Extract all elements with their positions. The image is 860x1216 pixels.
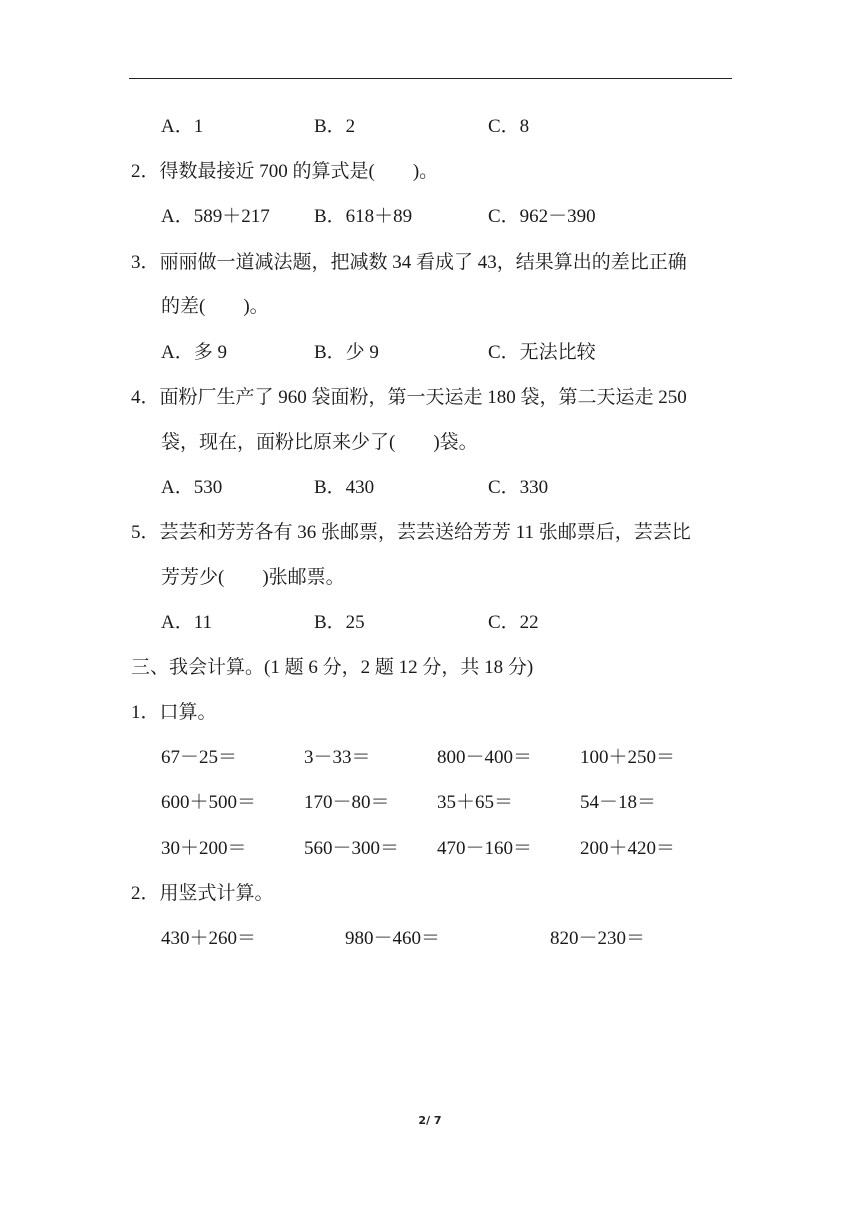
- oral-item: 54－18＝: [580, 792, 657, 813]
- q3-option-a: A．多 9: [161, 342, 227, 363]
- q3-stem-line1: 3．丽丽做一道减法题，把减数 34 看成了 43，结果算出的差比正确: [131, 252, 687, 273]
- q5-stem-line1: 5．芸芸和芳芳各有 36 张邮票，芸芸送给芳芳 11 张邮票后，芸芸比: [131, 522, 691, 543]
- q4-option-a: A．530: [161, 477, 223, 498]
- oral-item: 100＋250＝: [580, 747, 676, 768]
- oral-item: 200＋420＝: [580, 838, 676, 859]
- page-number: 2/ 7: [418, 1114, 442, 1127]
- q2-stem: 2．得数最接近 700 的算式是( )。: [131, 161, 439, 182]
- q5-stem-line2: 芳芳少( )张邮票。: [161, 567, 345, 588]
- q1-option-c: C．8: [488, 116, 530, 137]
- oral-item: 470－160＝: [437, 838, 533, 859]
- q4-stem-line2: 袋，现在，面粉比原来少了( )袋。: [161, 432, 478, 453]
- vertical-item: 430＋260＝: [161, 928, 257, 949]
- header-rule: [129, 78, 732, 79]
- vertical-item: 820－230＝: [550, 928, 646, 949]
- oral-item: 170－80＝: [304, 792, 390, 813]
- oral-item: 67－25＝: [161, 747, 238, 768]
- oral-item: 35＋65＝: [437, 792, 514, 813]
- q5-option-a: A．11: [161, 612, 213, 633]
- oral-item: 800－400＝: [437, 747, 533, 768]
- q5-option-c: C．22: [488, 612, 539, 633]
- oral-item: 560－300＝: [304, 838, 400, 859]
- q2-option-a: A．589＋217: [161, 206, 270, 227]
- oral-item: 30＋200＝: [161, 838, 247, 859]
- q3-option-c: C．无法比较: [488, 342, 596, 363]
- part2-title: 2．用竖式计算。: [131, 883, 274, 904]
- q3-stem-line2: 的差( )。: [161, 296, 269, 317]
- q3-option-b: B．少 9: [314, 342, 379, 363]
- q4-option-b: B．430: [314, 477, 375, 498]
- oral-item: 3－33＝: [304, 747, 371, 768]
- vertical-item: 980－460＝: [345, 928, 441, 949]
- q1-option-b: B．2: [314, 116, 356, 137]
- q2-option-b: B．618＋89: [314, 206, 413, 227]
- part1-title: 1．口算。: [131, 702, 217, 723]
- q5-option-b: B．25: [314, 612, 365, 633]
- q1-option-a: A．1: [161, 116, 204, 137]
- q4-option-c: C．330: [488, 477, 549, 498]
- q4-stem-line1: 4．面粉厂生产了 960 袋面粉，第一天运走 180 袋，第二天运走 250: [131, 387, 687, 408]
- section-heading: 三、我会计算。(1 题 6 分，2 题 12 分，共 18 分): [131, 657, 534, 678]
- q2-option-c: C．962－390: [488, 206, 596, 227]
- oral-item: 600＋500＝: [161, 792, 257, 813]
